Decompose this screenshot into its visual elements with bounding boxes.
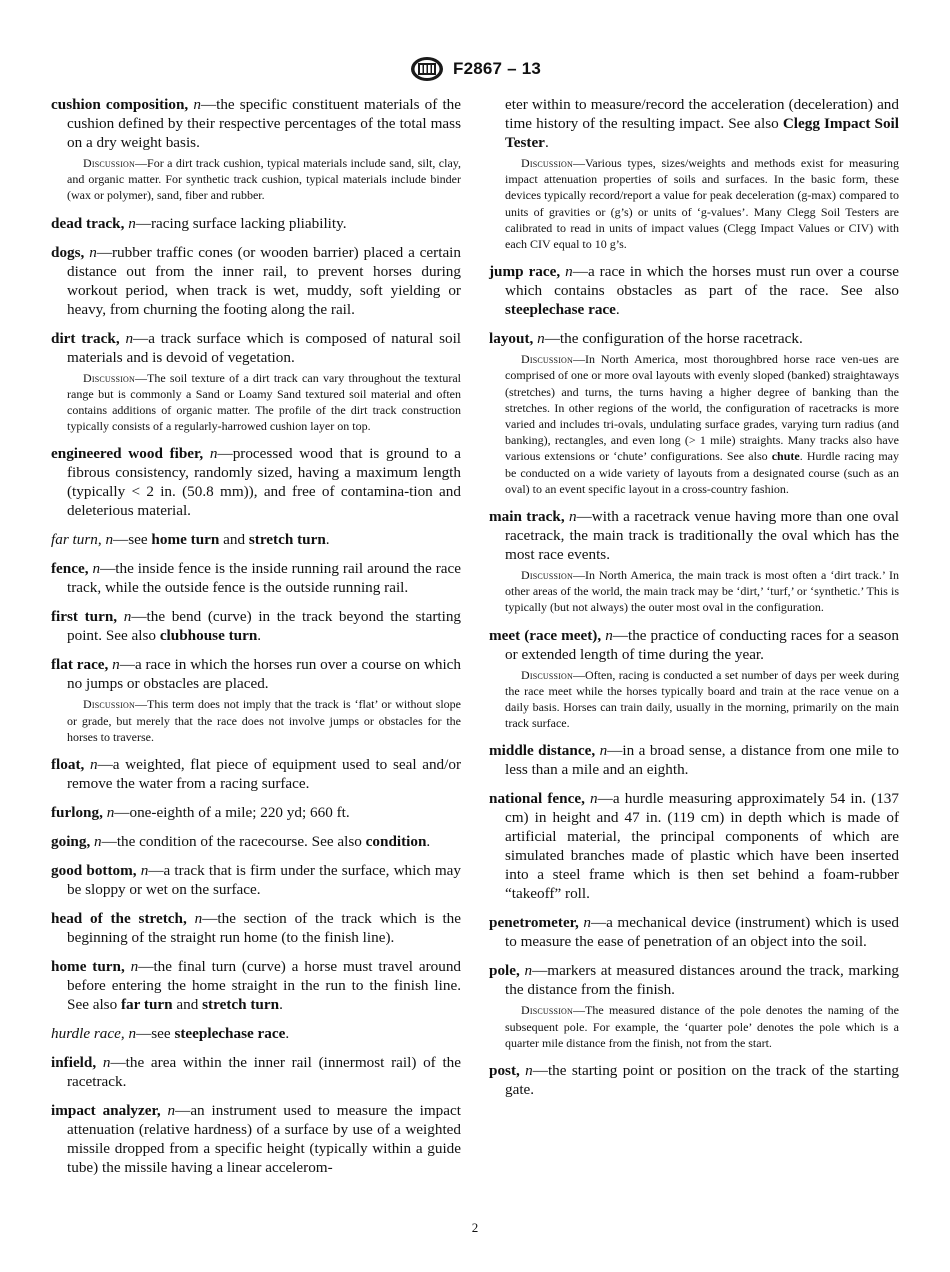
term: dogs, [51,243,85,261]
definition-text: —in a broad sense, a distance from one mile to less than a mile and an eighth. [505,742,900,779]
term: hurdle race [51,1025,121,1043]
discussion-text: —The soil texture of a dirt track can vary throughout the textural range but is commonly a Sand or Loamy Sand textured soil material and often contains additions of organic matter. The profile of the dirt track construction typically consists of a regularly-harrowed cushion layer on top. [67,370,461,434]
term: fence, [51,560,89,578]
part-of-speech: n [128,214,136,232]
definition-text: —the final turn (curve) a horse must travel around before entering the home straight in the run to the finish line. See also [67,958,462,1014]
part-of-speech: n [125,329,134,347]
term: national fence, [489,790,585,808]
definition-text: —racing surface lacking pliability. [135,214,347,232]
definition-entry [489,507,899,564]
part-of-speech: n [194,910,203,928]
punctuation: . [615,301,620,319]
punctuation: . [285,1025,290,1043]
term: pole, [489,962,520,980]
discussion-label: Discussion [83,370,136,385]
definition-text: —with a racetrack venue having more than one oval racetrack, the main track is traditionally the oval which has the most race events. [505,508,899,564]
definition-entry [51,607,461,645]
definition-entry [51,957,461,1014]
definition-entry [51,832,461,851]
definition-text: —the inside fence is the inside running rail around the race track, while the outside fence is the outside running rail. [67,560,462,597]
term: head of the stretch, [51,910,187,928]
definition-text: —a race in which the horses must run over a course which contains obstacles as part of the race. See also [505,263,900,300]
discussion-label: Discussion [521,568,574,583]
discussion-text: —In North America, most thoroughbred horse race ven-ues are comprised of one or more oval layouts with evenly sloped (banked) straightaways (stretches) and turns, the turns having a higher degree of banking than the stretches. In other regions of the world, the configuration of racetracks is more varied and includes tri-ovals, undulating surface grades, varying turn radius (and banking), rectangles, and even long (> 1 mile) straights. Many tracks also have various extensions or ‘chute’ configurations. See also [505,352,899,464]
discussion-text: —This term does not imply that the track is ‘flat’ or without slope or grade, but merely that the race does not involve jumps or obstacles for the horses to traverse. [67,697,461,744]
right-column [489,95,899,1109]
discussion-note [51,696,461,745]
definition-continuation [489,95,899,152]
cross-reference: chute [771,449,800,464]
part-of-speech: n [565,263,573,281]
definition-text: —the specific constituent materials of the cushion defined by their respective percentages of the total mass on a dry weight basis. [67,96,462,151]
discussion-text: —For a dirt track cushion, typical materials include sand, silt, clay, and organic matter. For synthetic track cushion, typical materials include binder (wax or polymer), sand, fiber and rubber. [67,156,461,203]
term: middle distance, [489,742,596,760]
part-of-speech: n [193,96,201,113]
discussion-label: Discussion [521,156,574,170]
definition-entry [489,741,899,779]
discussion-text: —The measured distance of the pole denotes the naming of the subsequent pole. For example, the ‘quarter pole’ denotes the pole which is a quarter mile distance from the finish, not from the start. [505,1003,899,1050]
term: engineered wood fiber, [51,445,204,463]
definition-text: —see [113,531,152,549]
term: dead track, [51,214,125,232]
definition-text: —a weighted, flat piece of equipment used to seal and/or remove the water from a racing surface. [67,756,462,793]
definition-text: and [219,531,249,549]
definition-text: —an instrument used to measure the impact attenuation (relative hardness) of a surface by use of a weighted missile dropped from a specific height (typically within a guide tube) the missile having a linear accelerom- [67,1102,461,1177]
discussion-label: Discussion [521,667,574,682]
definition-text: eter within to measure/record the acceleration (deceleration) and time history of the resulting impact. See also [505,96,899,132]
part-of-speech: n [92,560,101,578]
discussion-text: —In North America, the main track is most often a ‘dirt track.’ In other areas of the world, the main track may be ‘dirt,’ ‘turf,’ or ‘synthetic.’ This is typically (but not always) the outer most oval in the configuration. [505,568,899,615]
punctuation: , [97,531,102,549]
cross-reference: stretch turn [202,996,280,1014]
discussion-text: —Various types, sizes/weights and methods exist for measuring impact attenuation properties of soils and surfaces. In the basic form, these devices typically record/report a value for peak deceleration (g-max) compared to units of gravities or (g’s) or units of ‘g-values’. Many Clegg Soil Testers are calibrated to read in units of impact values (Clegg Impact Values or CIV) with each CIV equal to 10 g’s. [505,156,899,252]
page-header [0,55,950,83]
definition-text: —one-eighth of a mile; 220 yd; 660 ft. [114,804,350,822]
definition-entry [51,95,461,152]
term: furlong, [51,804,103,822]
definition-entry [51,559,461,597]
part-of-speech: n [583,914,591,932]
definition-entry [489,1061,899,1099]
definition-entry [51,530,461,549]
part-of-speech: n [90,756,98,774]
definition-text: —rubber traffic cones (or wooden barrier) placed a certain distance out from the inner rail, to prevent horses during workout period, when track is wet, muddy, soft yielding or heavy, from churning the footing along the rail. [67,243,461,318]
cross-reference: stretch turn [248,531,326,549]
definition-text: —the configuration of the horse racetrack. [544,330,803,348]
term: dirt track, [51,329,120,347]
term: going, [51,833,91,851]
discussion-note [489,155,899,252]
term: good bottom, [51,862,137,880]
term: main track, [489,508,565,526]
definition-entry [51,1053,461,1091]
discussion-note [489,351,899,497]
part-of-speech: n [123,608,132,626]
definition-text: —the starting point or position on the track of the starting gate. [505,1062,900,1099]
definition-entry [51,243,461,319]
part-of-speech: n [140,862,149,880]
punctuation: . [426,833,431,851]
part-of-speech: n [105,531,114,549]
page-number: 2 [471,1220,479,1235]
discussion-text: —Often, racing is conducted a set number of days per week during the race meet while the horses typically board and train at the race venue on a daily basis. Horses can train daily, usually in the morning, primarily on the main track surface. [505,667,899,731]
discussion-note [51,370,461,435]
left-column [51,95,461,1187]
term: impact analyzer, [51,1102,161,1120]
part-of-speech: n [167,1102,176,1120]
term: post, [489,1062,520,1080]
definition-text: —the area within the inner rail (innermost rail) of the racetrack. [67,1054,462,1091]
part-of-speech: n [599,742,608,760]
discussion-note [489,567,899,616]
term: meet (race meet), [489,626,602,644]
punctuation: . [279,996,283,1014]
definition-entry [51,861,461,899]
definition-entry [51,1024,461,1043]
part-of-speech: n [525,1062,533,1080]
discussion-note [489,667,899,732]
term: far turn [51,531,98,549]
definition-entry [489,961,899,999]
cross-reference: condition [365,833,427,851]
definition-text: —the section of the track which is the beginning of the straight run home (to the finish line). [67,910,461,947]
cross-reference: far turn [121,996,173,1014]
definition-entry [489,626,899,664]
definition-text: —a mechanical device (instrument) which is used to measure the ease of penetration of an object into the soil. [505,914,899,951]
part-of-speech: n [209,445,218,463]
definition-entry [51,755,461,793]
punctuation: . [257,627,262,645]
term: home turn, [51,958,125,976]
term: infield, [51,1054,97,1072]
discussion-note [489,1002,899,1051]
definition-entry [51,655,461,693]
definition-text: —a race in which the horses run over a course on which no jumps or obstacles are placed. [67,656,462,693]
part-of-speech: n [102,1054,111,1072]
part-of-speech: n [569,508,577,526]
definition-text: —see [136,1025,175,1043]
cross-reference: steeplechase race [174,1025,286,1043]
cross-reference: Clegg Impact Soil Tester [505,115,899,151]
definition-text: —a track that is firm under the surface, which may be sloppy or wet on the surface. [67,862,462,899]
term: cushion composition, [51,96,189,113]
term: jump race, [489,263,561,281]
discussion-label: Discussion [521,1003,574,1018]
definition-entry [51,1101,461,1177]
definition-entry [489,329,899,348]
definition-text: —markers at measured distances around the track, marking the distance from the finish. [505,962,900,999]
definition-text: —the practice of conducting races for a season or extended length of time during the year. [505,626,899,663]
discussion-label: Discussion [521,352,574,367]
definition-entry [489,262,899,319]
definition-entry [51,909,461,947]
standard-designation: F2867 – 13 [452,59,541,78]
term: layout, [489,330,534,348]
part-of-speech: n [537,330,545,348]
discussion-text: . Hurdle racing may be conducted on a wide variety of layouts from a designated course (such as an oval) to an event specific layout in a cross-country fashion. [505,449,899,496]
cross-reference: clubhouse turn [159,627,258,645]
part-of-speech: n [590,790,598,808]
astm-logo-icon [409,55,445,83]
definition-text: —the bend (curve) in the track beyond the starting point. See also [67,608,462,645]
discussion-note [51,155,461,204]
definition-entry [51,444,461,520]
definition-text: —the condition of the racecourse. See also [101,833,366,851]
part-of-speech: n [128,1025,137,1043]
part-of-speech: n [524,962,533,980]
punctuation: , [120,1025,125,1043]
punctuation: . [325,531,330,549]
definition-entry [51,803,461,822]
term: flat race, [51,656,109,674]
term: penetrometer, [489,914,579,932]
part-of-speech: n [112,656,120,674]
definition-text: —processed wood that is ground to a fibrous consistency, randomly sized, having a maximum length (typically < 2 in. (50.8 mm)), and free of contamina-tion and deleterious material. [67,445,462,520]
discussion-label: Discussion [83,697,136,712]
definition-entry [51,214,461,233]
part-of-speech: n [94,833,102,851]
cross-reference: home turn [151,531,220,549]
term: float, [51,756,85,774]
discussion-label: Discussion [83,156,136,170]
part-of-speech: n [130,958,139,976]
part-of-speech: n [605,626,613,644]
definition-entry [489,789,899,903]
punctuation: . [544,134,549,151]
definition-entry [51,329,461,367]
definition-text: —a hurdle measuring approximately 54 in. (137 cm) in height and 47 in. (119 cm) in depth which is made of artificial material, the principal components of which are simulated branches made of plastic which have been inserted into a steel frame which is then set behind a foam-rubber “takeoff” roll. [505,790,899,903]
definition-text: and [172,996,203,1014]
part-of-speech: n [106,804,115,822]
definition-text: —a track surface which is composed of natural soil materials and is devoid of vegetation. [67,329,462,366]
definition-entry [489,913,899,951]
part-of-speech: n [89,243,97,261]
term: first turn, [51,608,118,626]
cross-reference: steeplechase race [505,301,616,319]
